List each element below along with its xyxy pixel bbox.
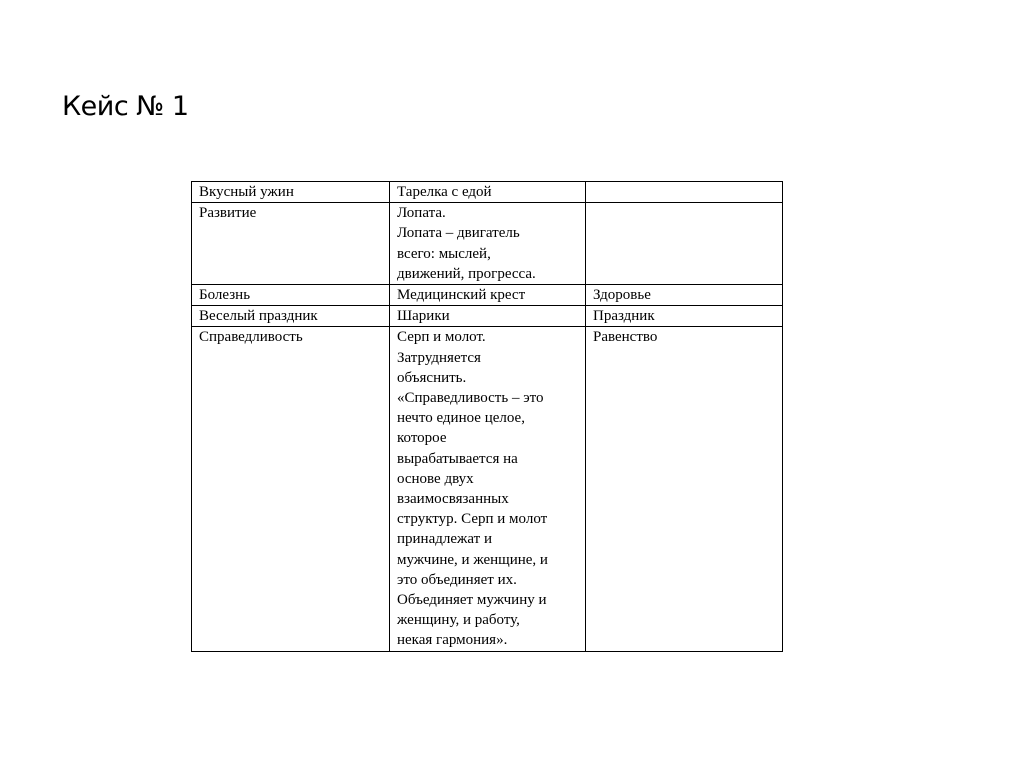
cell-text: Шарики [397, 308, 450, 325]
table-cell [586, 306, 783, 327]
cell-text: Лопата. Лопата – двигатель всего: мыслей, движений, прогресса. [397, 205, 536, 282]
table-row [192, 285, 783, 306]
cell-text: Веселый праздник [199, 308, 318, 325]
table-cell [586, 182, 783, 203]
table-cell [192, 182, 390, 203]
table-cell [390, 285, 586, 306]
cell-text: Тарелка с едой [397, 184, 492, 200]
cell-text: Праздник [593, 308, 655, 325]
table-row [192, 327, 783, 651]
case-table [191, 181, 783, 652]
table-cell [586, 203, 783, 285]
slide-title: Кейс № 1 [62, 91, 189, 122]
cell-text: Вкусный ужин [199, 184, 294, 200]
cell-text: Развитие [199, 205, 257, 222]
cell-text: Равенство [593, 329, 658, 346]
table-cell [390, 327, 586, 651]
table-cell [390, 203, 586, 285]
table-cell [390, 182, 586, 203]
table-cell [586, 285, 783, 306]
cell-text: Серп и молот. Затрудняется объяснить. «Справедливость – это нечто единое целое, которое вырабатывается на основе двух взаимосвязанных структур. Серп и молот принадлежат и мужчине, и женщине, и это объединяет их. Объединяет мужчину и женщину, и работу, некая гармония». [397, 329, 548, 649]
cell-text: Здоровье [593, 287, 651, 304]
table-row [192, 182, 783, 203]
table-cell [586, 327, 783, 651]
table-cell [192, 203, 390, 285]
table-row [192, 203, 783, 285]
cell-text: Медицинский крест [397, 287, 526, 304]
table-cell [192, 327, 390, 651]
table-cell [192, 306, 390, 327]
cell-text: Болезнь [199, 287, 251, 304]
table-row [192, 306, 783, 327]
table-cell [390, 306, 586, 327]
cell-text: Справедливость [199, 329, 303, 346]
table-cell [192, 285, 390, 306]
